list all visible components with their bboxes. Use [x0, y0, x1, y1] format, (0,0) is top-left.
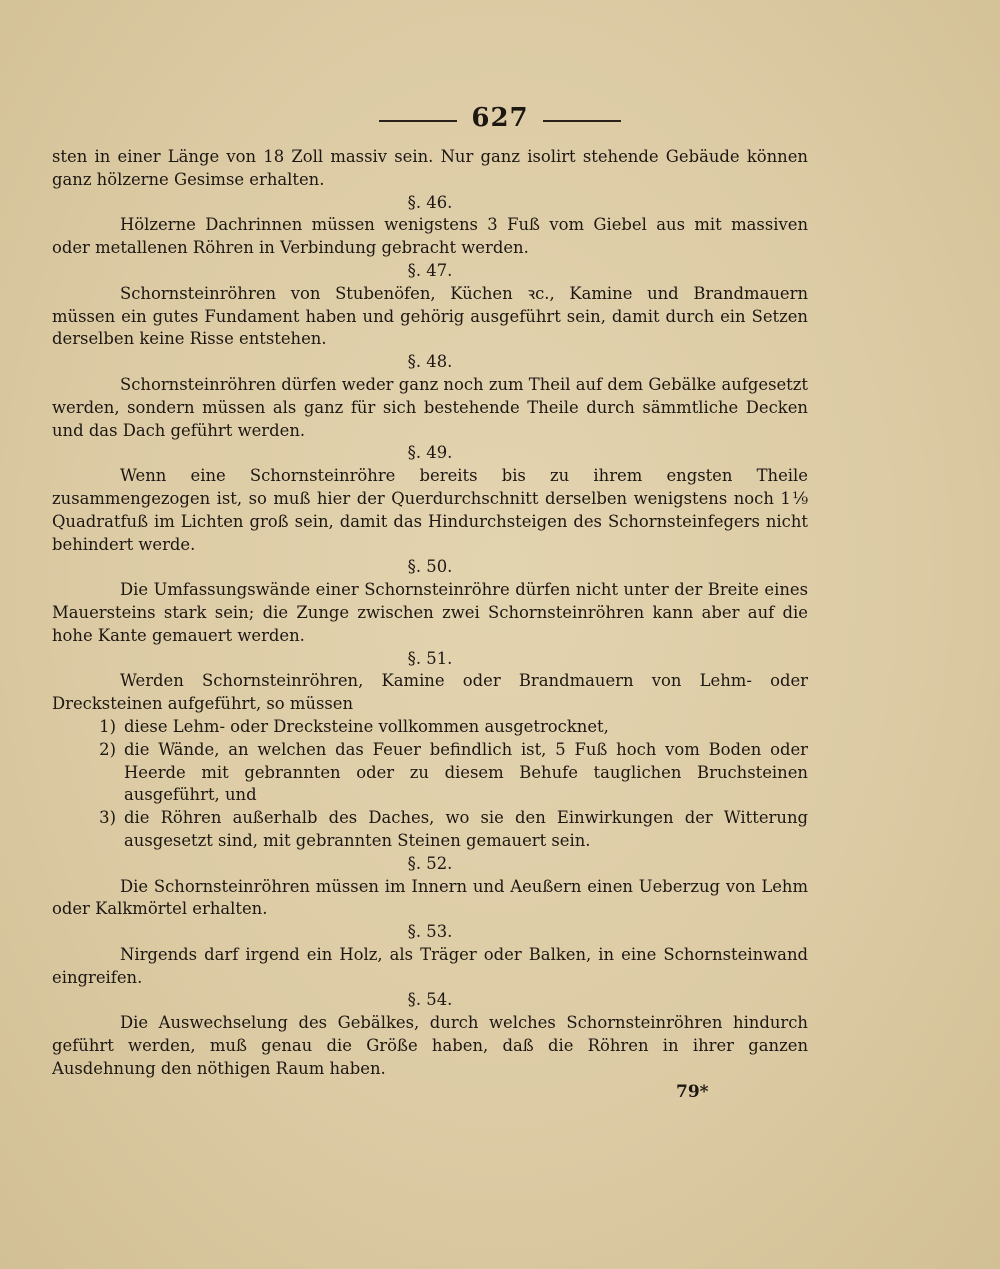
- list-item-number: 2): [99, 739, 116, 759]
- section-number: §. 47.: [407, 260, 453, 280]
- section-heading: [52, 351, 808, 374]
- paragraph: Die Schornsteinröhren müssen im Innern und Aeußern einen Ueberzug von Lehm oder Kalkmörtel erhalten.: [52, 876, 808, 919]
- list-item-text: die Röhren außerhalb des Daches, wo sie den Einwirkungen der Witterung ausgesetzt sind, mit gebrannten Steinen gemauert sein.: [124, 808, 808, 850]
- section-heading: [52, 556, 808, 579]
- section-number: §. 51.: [407, 648, 453, 668]
- paragraph: Nirgends darf irgend ein Holz, als Träger oder Balken, in eine Schornsteinwand eingreifen.: [52, 944, 808, 987]
- section-number: §. 54.: [407, 990, 453, 1010]
- list-item: [52, 716, 808, 739]
- section-heading: [52, 192, 808, 215]
- section-number: §. 46.: [407, 192, 453, 212]
- section-heading: [52, 989, 808, 1012]
- signature-mark: 79*: [676, 1082, 709, 1102]
- list-item: [52, 807, 808, 853]
- list-item-number: 3): [99, 808, 116, 828]
- paragraph: Schornsteinröhren dürfen weder ganz noch zum Theil auf dem Gebälke aufgesetzt werden, sondern müssen als ganz für sich bestehende Theile durch sämmtliche Decken und das Dach geführt werden.: [52, 374, 808, 440]
- paragraph: Hölzerne Dachrinnen müssen wenigstens 3 Fuß vom Giebel aus mit massiven oder metallenen Röhren in Verbindung gebracht werden.: [52, 215, 808, 258]
- header-rule-left: [379, 120, 457, 122]
- paragraph: Die Umfassungswände einer Schornsteinröhre dürfen nicht unter der Breite eines Mauersteins stark sein; die Zunge zwischen zwei Schornsteinröhren kann aber auf die hohe Kante gemauert werden.: [52, 580, 808, 645]
- page-header: [0, 100, 1000, 136]
- section-heading: [52, 648, 808, 671]
- section-number: §. 49.: [407, 443, 453, 463]
- paragraph: Wenn eine Schornsteinröhre bereits bis zu ihrem engsten Theile zusammengezogen ist, so muß hier der Querdurchschnitt derselben wenigstens noch 1⅑ Quadratfuß im Lichten groß sein, damit das Hindurchsteigen des Schornsteinfegers nicht behindert werde.: [52, 466, 808, 554]
- section-heading: [52, 921, 808, 944]
- page-number: 627: [471, 103, 529, 133]
- list-item-text: diese Lehm- oder Drecksteine vollkommen ausgetrocknet,: [124, 716, 609, 736]
- paragraph: Werden Schornsteinröhren, Kamine oder Brandmauern von Lehm- oder Drecksteinen aufgeführt, so müssen: [52, 671, 808, 714]
- section-heading: [52, 853, 808, 876]
- section-number: §. 50.: [407, 557, 453, 577]
- section-heading: [52, 260, 808, 283]
- list-item-text: die Wände, an welchen das Feuer befindlich ist, 5 Fuß hoch vom Boden oder Heerde mit gebrannten oder zu diesem Behufe tauglichen Bruchsteinen ausgeführt, und: [124, 739, 808, 805]
- page-body: [52, 146, 808, 1081]
- paragraph: Schornsteinröhren von Stubenöfen, Küchen ꝛc., Kamine und Brandmauern müssen ein gutes Fundament haben und gehörig ausgeführt sein, damit durch ein Setzen derselben keine Risse entstehen.: [52, 283, 808, 349]
- continued-paragraph: sten in einer Länge von 18 Zoll massiv sein. Nur ganz isolirt stehende Gebäude können ganz hölzerne Gesimse erhalten.: [52, 147, 808, 189]
- list-item: [52, 739, 808, 807]
- list-item-number: 1): [99, 716, 116, 736]
- section-heading: [52, 442, 808, 465]
- section-number: §. 53.: [407, 922, 453, 942]
- section-number: §. 48.: [407, 352, 453, 372]
- paragraph: Die Auswechselung des Gebälkes, durch welches Schornsteinröhren hindurch geführt werden, muß genau die Größe haben, daß die Röhren in ihrer ganzen Ausdehnung den nöthigen Raum haben.: [52, 1013, 808, 1078]
- header-rule-right: [543, 120, 621, 122]
- section-number: §. 52.: [407, 853, 453, 873]
